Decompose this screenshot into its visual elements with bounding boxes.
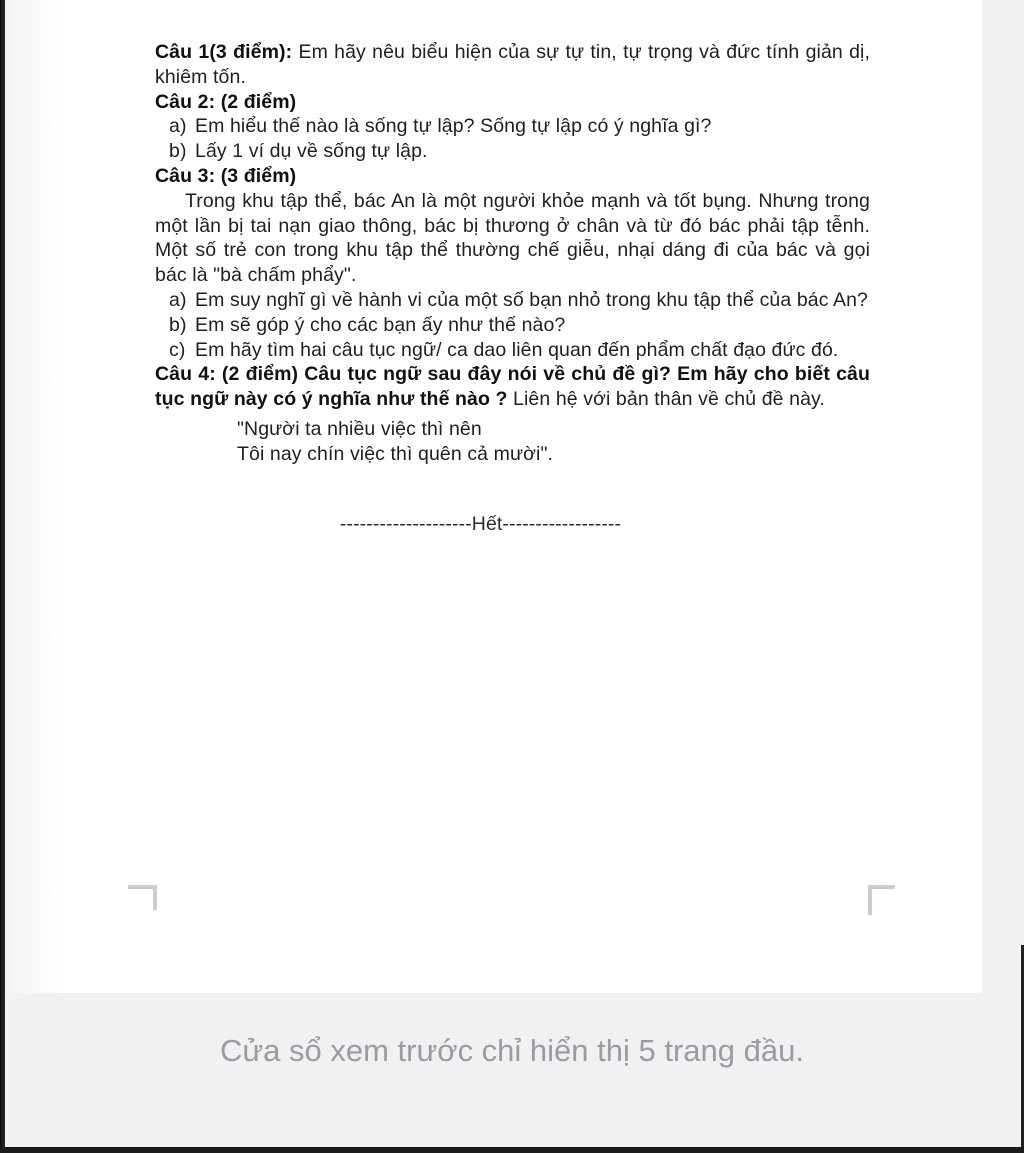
question-4-label: Câu 4: (2 điểm) Câu tục ngữ sau đây nói về chủ đề gì? Em hãy cho biết câu tục ngữ này có ý nghĩa như thế nào ? (155, 363, 870, 411)
item-marker: a) (169, 288, 187, 311)
corner-mark-left (128, 885, 157, 910)
item-marker: c) (169, 338, 186, 361)
question-3-item-a (155, 288, 870, 313)
proverb-line-2: Tôi nay chín việc thì quên cả mười". (237, 442, 553, 465)
question-1 (155, 40, 870, 90)
preview-limit-note: Cửa sổ xem trước chỉ hiển thị 5 trang đầu. (220, 1033, 804, 1068)
bottom-black-edge (0, 1147, 1024, 1153)
item-marker: a) (169, 115, 187, 138)
question-3-body: Trong khu tập thể, bác An là một người khỏe mạnh và tốt bụng. Nhưng trong một lần bị tai nạn giao thông, bác bị thương ở chân và từ đó bác phải tập tễnh. Một số trẻ con trong khu tập thể thường chế giễu, nhại dáng đi của bác và gọi bác là "bà chấm phẩy". (155, 189, 870, 287)
document-page (5, 0, 982, 993)
item-text: Em suy nghĩ gì về hành vi của một số bạn nhỏ trong khu tập thể của bác An? (195, 288, 868, 311)
question-2-item-a (155, 114, 870, 139)
document-text (155, 40, 870, 536)
question-1-body: Em hãy nêu biểu hiện của sự tự tin, tự trọng và đức tính giản dị, khiêm tốn. (155, 41, 870, 88)
item-text: Em sẽ góp ý cho các bạn ấy như thế nào? (195, 313, 566, 336)
left-black-edge (0, 0, 5, 1153)
question-4 (155, 362, 870, 412)
proverb-line-1: "Người ta nhiều việc thì nên (237, 417, 482, 440)
question-4-body: Liên hệ với bản thân về chủ đề này. (513, 388, 825, 411)
item-marker: b) (169, 140, 187, 163)
item-text: Em hiểu thế nào là sống tự lập? Sống tự lập có ý nghĩa gì? (195, 115, 712, 138)
question-2-item-b (155, 139, 870, 164)
item-marker: b) (169, 313, 187, 336)
item-text: Em hãy tìm hai câu tục ngữ/ ca dao liên quan đến phẩm chất đạo đức đó. (195, 338, 839, 361)
question-3-item-c (155, 338, 870, 363)
question-2-heading: Câu 2: (2 điểm) (155, 90, 297, 113)
end-of-document-marker: --------------------Hết------------------ (339, 512, 622, 535)
item-text: Lấy 1 ví dụ về sống tự lập. (195, 140, 428, 163)
question-1-label: Câu 1(3 điểm): (155, 41, 293, 63)
question-3-item-b (155, 313, 870, 338)
corner-mark-right (868, 885, 895, 915)
question-3-heading: Câu 3: (3 điểm) (155, 164, 297, 187)
